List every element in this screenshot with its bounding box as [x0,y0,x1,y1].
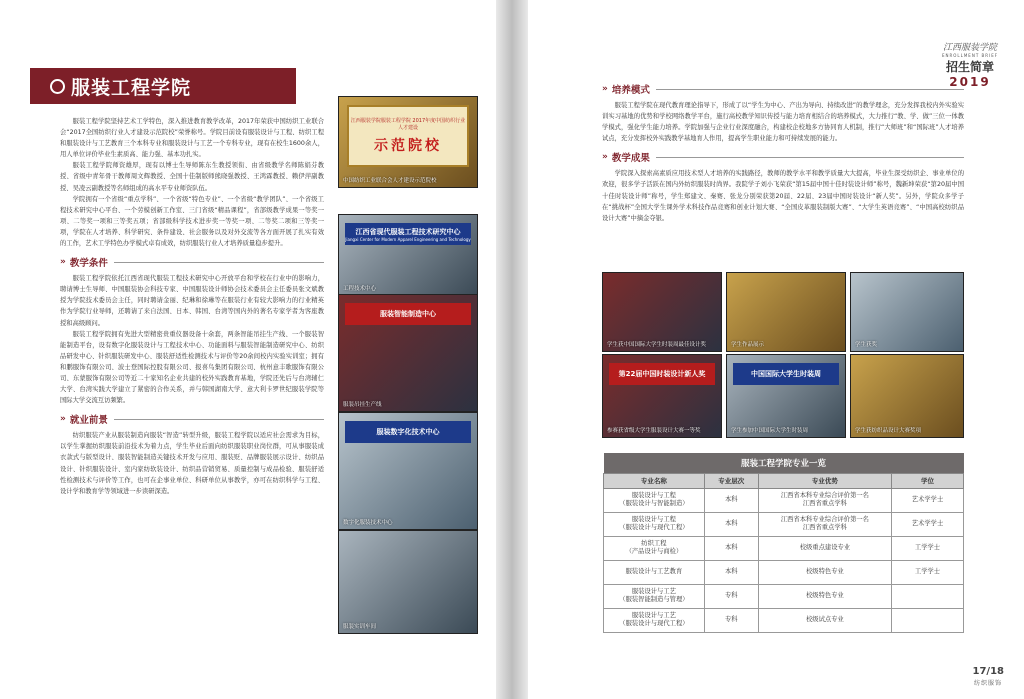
table-row [604,536,964,560]
achievement-photo: 第22届中国时装设计新人奖 参赛获省级大学生服装设计大赛一等奖 [602,354,722,438]
achievement-photo: 中国国际大学生时装周 学生参加中国国际大学生时装周 [726,354,846,438]
left-text-column [60,116,324,497]
table-row [604,560,964,584]
photo-training-workshop: 服装实训车间 [338,530,478,634]
table-header: 专业层次 [704,473,758,488]
table-cell: 本科 [704,560,758,584]
table-header: 专业优势 [758,473,891,488]
table-cell: 校级试点专业 [758,608,891,632]
achievement-photo: 学生获纺织品设计大赛奖项 [850,354,964,438]
table-cell: 校级重点建设专业 [758,536,891,560]
page-footer: 纺织服饰 [973,680,1002,687]
section-heading: » 教学成果 [602,150,964,164]
intro-paragraph: 服装工程学院坚持艺术工学特色，深入推进教育教学改革，2017年荣获中国纺织工业联合会“2017全国纺织行业人才建设示范院校”荣誉称号。学院目前设有服装设计与工程、纺织工程和服装设计与工艺教育三个本科专业和服装设计与工艺一个专科专业，现有在校生1600余人，用人单位评价毕业生素质高、能力强、基本功扎实。 [60,118,324,159]
brochure-logo: 江西服装学院 ENROLLMENT BRIEF 招生简章 2019 [941,43,999,89]
employment-paragraph: 纺织服装产业从服装制造向服装“智造”转型升级，服装工程学院以适应社会需求为目标，以学生掌握纺织服装前沿技术为着力点，学生毕业后面向纺织服装职业岗位群，可从事服装成衣款式与版型设计、服装智能制造关键技术开发与应用、服装贬、品牌服装展示设计、纺织品设计、针织服装设计、室内家纺软装设计、纺织品营销贸易、质量控制与成品检验、服装舒适性检测技术与评价等工作，也可在企事业单位、科研单位从事教学，亦可在纺织科学与工程、设计学和教育学等领域进一步读研深造。 [60,432,324,495]
photo-digital-center: 服装数字化技术中心 数字化服装技术中心 [338,412,478,530]
table-cell: 服装设计与工程 （服装设计与智能制造） [604,488,705,512]
table-cell: 专科 [704,584,758,608]
book-spine [496,0,528,699]
double-chevron-icon: » [60,257,66,268]
table-cell: 艺术学学士 [891,488,963,512]
table-caption: 服装工程学院专业一览 [604,453,964,473]
achievement-photo: 学生获奖 [850,272,964,352]
photo-engineering-center: 江西省现代服装工程技术研究中心 Jiangxi Center for Modern Apparel Engineering and Technology 工程技术中心 [338,214,478,296]
table-header: 专业名称 [604,473,705,488]
table-row [604,584,964,608]
left-page [0,0,496,699]
double-chevron-icon: » [60,414,66,425]
table-row [604,488,964,512]
table-cell: 江西省本科专业综合评价第一名 江西省重点学科 [758,488,891,512]
achievement-photo: 学生获中国国际大学生时装周最佳设计奖 [602,272,722,352]
intro-paragraph: 服装工程学院师资雄厚，现有以博士生导师陈东生教授领衔、由省级教学名师陈娟芬教授、省级中青年骨干教师周文辉教授、全国十佳制版师熊晓强教授、王鸿霖教授、赖伊萍副教授、吴凌云副教授等名师组成的高水平专业师资队伍。 [60,162,324,192]
table-cell [891,584,963,608]
table-cell: 服装设计与工程 （服装设计与现代工程） [604,512,705,536]
table-cell: 校级特色专业 [758,560,891,584]
table-cell: 服装设计与工艺教育 [604,560,705,584]
page-number: 17/18 [972,666,1004,677]
circle-icon [50,79,65,94]
training-mode-paragraph: 服装工程学院在现代教育理论指导下，形成了以“学生为中心、产出为导向、持续改进”的教学理念，充分发挥我校内外实验实训实习基地的优势和学校网络教学平台，施行高校教学知识传授与能力培育相结合的培养模式，大力推行“教、学、做”三位一体教学模式，强化学生能力培养。学院加强与企业行业深度融合，构建校企校地多方协同育人机制，推行“大师班”和“国际班”人才培养试点，充分发挥校外实践教学基地育人作用，提高学生职业能力和可持续发展的能力。 [602,102,964,143]
table-header: 学位 [891,473,963,488]
section-heading: » 就业前景 [60,412,324,426]
table-cell: 校级特色专业 [758,584,891,608]
table-cell: 工学学士 [891,560,963,584]
photo-award-plaque: 江西服装学院服装工程学院 2017年度中国纺织行业人才建设 示范院校 中国纺织工业联合会人才建设示范院校 [338,96,478,188]
table-cell: 本科 [704,536,758,560]
achievements-paragraph: 学院深入探索高素质应用技术型人才培养的实践路径，教师的教学水平和教学质量大大提高，毕业生深受纺织企、事业单位的欢迎，很多学子活跃在国内外纺织服装时尚界。我院学子刘小飞荣获“第15届中国十佳时装设计师”称号，魏新坤荣获“第20届中国十佳时装设计师”称号，学生郑建文、秦赛、张龙分别荣获第20届、22届、23届中国时装设计“新人奖”。另外，学院众多学子在“挑战杯”全国大学生课外学术科技作品竞赛和创业计划大赛、“全国皮革服装制版大赛”、“大学生英语竞赛”、“中国高校纺织品设计大赛”中摘金夺银。 [602,170,964,222]
table-row [604,512,964,536]
table-cell: 服装设计与工艺 （服装设计与现代工程） [604,608,705,632]
achievement-photo: 学生作品展示 [726,272,846,352]
teaching-conditions-paragraph: 服装工程学院依托江西省现代服装工程技术研究中心开放平台和学校在行业中的影响力，聘请博士生导师、中国服装协会科技专家、中国服装设计师协会技术委员会主任委员张文斌教授为学院技术委员会主任，同时聘请金丽、纪琳和徐琳等在服装行业有较大影响力的行业精英作为学院行业导师，还聘请了来自法国、日本、韩国、台湾等国内外的著名专家学者为客座教授和高级顾问。 [60,275,324,327]
double-chevron-icon: » [602,152,608,163]
right-text-column [602,76,964,224]
table-cell: 江西省本科专业综合评价第一名 江西省重点学科 [758,512,891,536]
table-cell: 工学学士 [891,536,963,560]
college-title-text: 服装工程学院 [71,76,192,99]
photo-hanging-line: 服装智能制造中心 服装吊挂生产线 [338,294,478,412]
table-cell [891,608,963,632]
right-page [528,0,1024,699]
section-heading: » 培养模式 [602,82,964,96]
majors-table [603,453,964,633]
table-cell: 艺术学学士 [891,512,963,536]
double-chevron-icon: » [602,84,608,94]
intro-paragraph: 学院拥有一个省级“重点学科”、一个省级“特色专业”、一个省级“教学团队”、一个省级工程技术研究中心平台、一个劳模创新工作室、三门省级“精品课程”，省部级教学成果一等奖一项、二等奖一项和三等奖五项；省部级科学技术进步奖一等奖一项、二等奖二项和三等奖一项，学院在人才培养、科学研究、条件建设、社会服务以及对外交流等各方面开展了扎实有效的工作，艺术工学特色办学模式卓有成效，纺织服装行业人才培养质量稳步提升。 [60,195,324,248]
teaching-conditions-paragraph: 服装工程学院拥有先进大型精密贵重仪器设备十余套，两条智能吊挂生产线、一个服装智能制造平台，设有数字化服装设计与工程技术中心、功能面料与服装智能制造研究中心、纺织品研发中心、针织服装研发中心、服装舒适性检测技术与评价等20余间校内实验实训室；拥有和鹏服饰有限公司、波士登国际控股有限公司、报喜鸟集团有限公司、杭州意丰歌服饰有限公司、东蒙服饰有限公司等近二十家知名企业共建的校外实践教育基地，学院还先后与台湾辅仁大学、台湾实践大学建立了紧密的合作关系，并与韩国湖南大学、意大利卡罗世纪服装学院等国际大学交流互访频繁。 [60,330,324,405]
table-body [604,488,964,632]
college-title [30,68,296,104]
table-cell: 纺织工程 （产品设计与商检） [604,536,705,560]
section-heading: » 教学条件 [60,255,324,269]
table-cell: 本科 [704,512,758,536]
table-cell: 本科 [704,488,758,512]
table-cell: 服装设计与工艺 （服装智能制造与管理） [604,584,705,608]
table-cell: 专科 [704,608,758,632]
table-row [604,608,964,632]
